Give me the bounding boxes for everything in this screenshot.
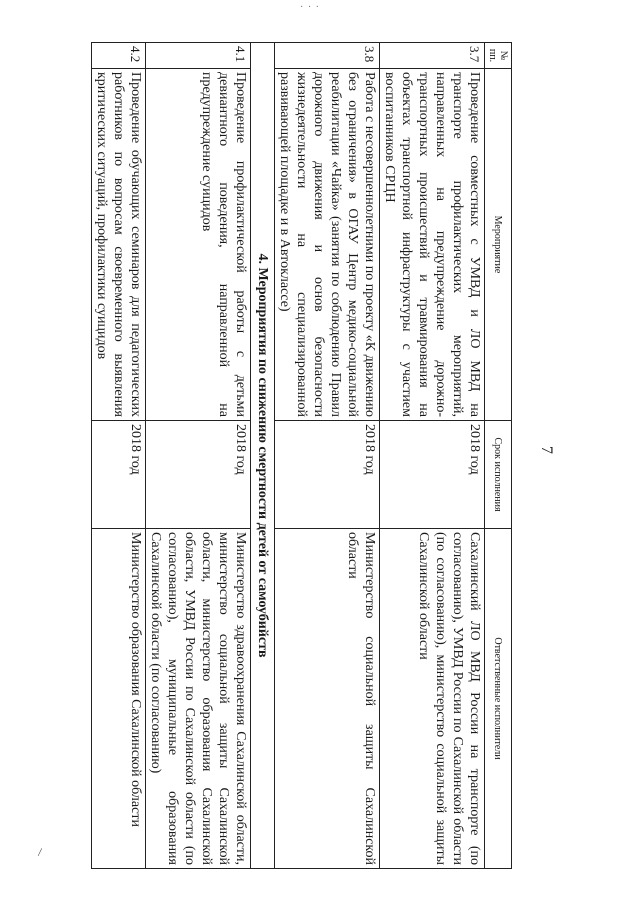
table-row	[92, 43, 146, 869]
scan-dots: · · ·	[300, 2, 320, 13]
row-measure: Проведение обучающих семинаров для педагогических работников по вопросам своевременного выявления критических ситуаций, профилактики суицидов	[92, 69, 146, 421]
row-term: 2018 год	[275, 421, 380, 529]
row-measure: Работа с несовершеннолетними по проекту «К движению без ограничения» в ОГАУ Центр медико-социальной реабилитации «Чайка» (занятия по соблюдению Правил дорожного движения и основ безопасности жизнедеятельности на специализированной развивающей площадке и в Автоклассе)	[275, 69, 380, 421]
table-header-row	[485, 43, 512, 869]
section-row	[251, 43, 275, 869]
rotated-page-content	[88, 42, 512, 868]
plan-table	[91, 42, 512, 869]
row-term: 2018 год	[146, 421, 251, 529]
header-term: Срок исполнения	[485, 421, 512, 529]
header-measure: Мероприятие	[485, 69, 512, 421]
row-resp: Сахалинский ЛО МВД России на транспорте (по согласованию), УМВД России по Сахалинской области (по согласованию), министерство социальной защиты Сахалинской области	[380, 529, 485, 869]
row-num: 3.8	[275, 43, 380, 69]
row-resp: Министерство социальной защиты Сахалинской области	[275, 529, 380, 869]
row-measure: Проведение профилактической работы с детьми девиантного поведения, направленной на предупреждение суицидов	[146, 69, 251, 421]
row-measure: Проведение совместных с УМВД и ЛО МВД на транспорте профилактических мероприятий, направленных на предупреждение дорожно-транспортных происшествий и травмирования на объектах транспортной инфраструктуры с участием воспитанников СРЦН	[380, 69, 485, 421]
header-resp: Ответственные исполнители	[485, 529, 512, 869]
row-term: 2018 год	[92, 421, 146, 529]
table-row	[380, 43, 485, 869]
scan-mark: \	[33, 846, 47, 859]
page-number: 7	[538, 446, 555, 454]
section-title: 4. Мероприятия по снижению смертности детей от самоубийств	[251, 43, 275, 869]
row-term: 2018 год	[380, 421, 485, 529]
row-num: 4.1	[146, 43, 251, 69]
header-num: № пп.	[485, 43, 512, 69]
row-resp: Министерство образования Сахалинской области	[92, 529, 146, 869]
row-num: 4.2	[92, 43, 146, 69]
table-row	[146, 43, 251, 869]
row-num: 3.7	[380, 43, 485, 69]
row-resp: Министерство здравоохранения Сахалинской области, министерство социальной защиты Сахалинской области, министерство образования Сахалинской области, УМВД России по Сахалинской области (по согласованию), муниципальные образования Сахалинской области (по согласованию)	[146, 529, 251, 869]
table-row	[275, 43, 380, 869]
